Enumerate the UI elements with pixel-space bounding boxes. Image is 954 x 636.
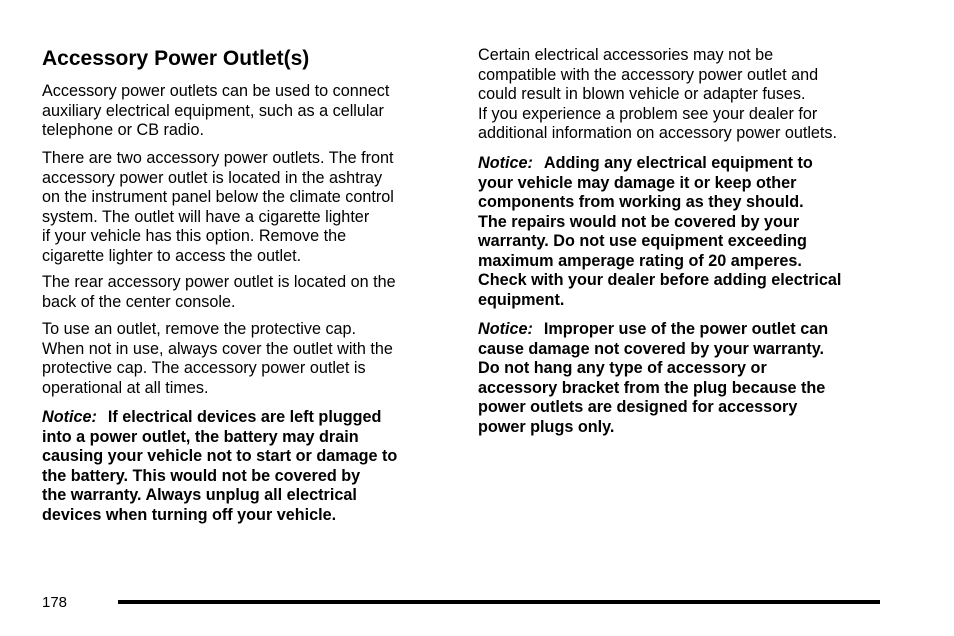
- text-line: could result in blown vehicle or adapter fuses.: [478, 85, 806, 103]
- text-line: cigarette lighter to access the outlet.: [42, 246, 302, 265]
- text-line: The repairs would not be covered by your: [478, 212, 800, 231]
- notice-improper-use: [478, 320, 828, 437]
- text-line: devices when turning off your vehicle.: [42, 505, 337, 524]
- paragraph-intro: [42, 82, 389, 141]
- text-line: if your vehicle has this option. Remove the: [42, 227, 347, 245]
- text-line: into a power outlet, the battery may drain: [42, 427, 359, 446]
- paragraph-compatibility: [478, 46, 837, 144]
- text-line: warranty. Do not use equipment exceeding: [478, 232, 807, 250]
- page-number: 178: [42, 594, 68, 611]
- text-line: power plugs only.: [478, 417, 615, 436]
- text-line: power outlets are designed for accessory: [478, 398, 798, 416]
- text-line: The rear accessory power outlet is located on the: [42, 273, 396, 291]
- text-line: If you experience a problem see your dealer for: [478, 104, 818, 123]
- text-line: Check with your dealer before adding electrical: [478, 271, 842, 289]
- text-line: additional information on accessory power outlets.: [478, 124, 838, 142]
- notice-text: Adding any electrical equipment to: [543, 154, 813, 172]
- text-line: auxiliary electrical equipment, such as a cellular: [42, 101, 384, 120]
- section-title: Accessory Power Outlet(s): [42, 47, 310, 70]
- text-line: components from working as they should.: [478, 193, 804, 211]
- notice-text: Improper use of the power outlet can: [543, 320, 829, 338]
- paragraph-usage: [42, 320, 393, 398]
- paragraph-front-outlet: [42, 149, 394, 266]
- notice-label: Notice:: [478, 154, 533, 172]
- text-line: telephone or CB radio.: [42, 121, 204, 139]
- text-line: When not in use, always cover the outlet with the: [42, 339, 393, 358]
- text-line: causing your vehicle not to start or damage to: [42, 447, 398, 465]
- text-line: Accessory power outlets can be used to connect: [42, 82, 390, 100]
- text-line: equipment.: [478, 290, 565, 309]
- text-line: operational at all times.: [42, 378, 209, 397]
- text-line: cause damage not covered by your warranty.: [478, 339, 825, 358]
- notice-equipment: [478, 154, 841, 310]
- text-line: [478, 154, 841, 174]
- text-line: [478, 320, 828, 340]
- text-line: There are two accessory power outlets. The front: [42, 149, 394, 167]
- text-line: system. The outlet will have a cigarette lighter: [42, 207, 370, 226]
- text-line: accessory power outlet is located in the ashtray: [42, 168, 383, 187]
- text-line: Do not hang any type of accessory or: [478, 359, 767, 377]
- text-line: the battery. This would not be covered by: [42, 466, 361, 485]
- text-line: back of the center console.: [42, 292, 236, 311]
- text-line: Certain electrical accessories may not be: [478, 46, 774, 64]
- text-line: the warranty. Always unplug all electrical: [42, 486, 357, 504]
- text-line: [42, 408, 397, 428]
- text-line: maximum amperage rating of 20 amperes.: [478, 251, 802, 270]
- text-line: protective cap. The accessory power outlet is: [42, 359, 366, 377]
- notice-text: If electrical devices are left plugged: [107, 408, 382, 426]
- paragraph-rear-outlet: [42, 273, 396, 312]
- text-line: To use an outlet, remove the protective cap.: [42, 320, 357, 338]
- text-line: accessory bracket from the plug because the: [478, 378, 826, 397]
- notice-label: Notice:: [42, 408, 97, 426]
- text-line: your vehicle may damage it or keep other: [478, 173, 797, 192]
- text-line: compatible with the accessory power outlet and: [478, 65, 819, 84]
- notice-battery: [42, 408, 397, 525]
- notice-label: Notice:: [478, 320, 533, 338]
- footer-rule: [118, 600, 880, 604]
- text-line: on the instrument panel below the climate control: [42, 188, 394, 206]
